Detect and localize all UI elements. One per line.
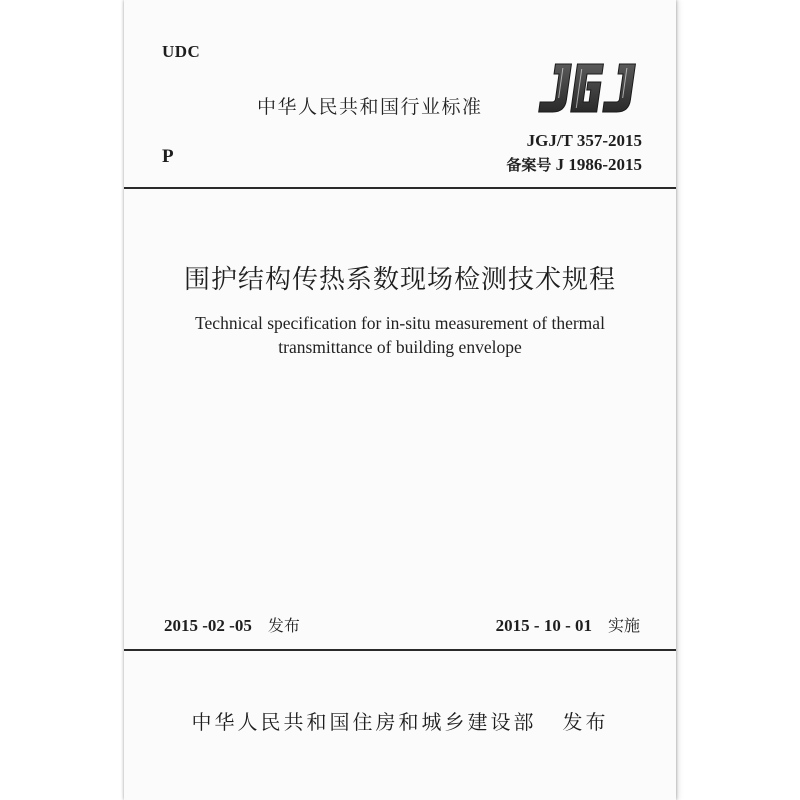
issuer-action: 发布 — [562, 710, 609, 734]
classification-code: P — [162, 146, 174, 167]
record-value: J 1986-2015 — [555, 155, 642, 174]
standard-type: 中华人民共和国行业标准 — [257, 96, 483, 118]
record-number — [506, 154, 642, 175]
issuer-name: 中华人民共和国住房和城乡建设部 — [191, 710, 537, 734]
title-english-line1: Technical specification for in-situ measurement of thermal — [195, 313, 605, 333]
issue-date-line — [164, 613, 300, 636]
divider-bottom — [124, 649, 676, 651]
udc-label: UDC — [162, 42, 201, 61]
issue-label: 发布 — [267, 616, 300, 635]
jgj-logo-icon — [536, 60, 640, 116]
divider-top — [124, 187, 676, 189]
book-cover — [124, 0, 676, 800]
issuer-line — [124, 706, 676, 735]
effective-date-line — [496, 613, 640, 636]
effective-label: 实施 — [607, 616, 640, 635]
record-label: 备案号 — [506, 156, 552, 174]
title-english — [124, 311, 676, 359]
title-english-line2: transmittance of building envelope — [278, 337, 522, 357]
effective-date: 2015 - 10 - 01 — [495, 616, 592, 635]
issue-date: 2015 -02 -05 — [164, 616, 252, 635]
title-chinese: 围护结构传热系数现场检测技术规程 — [183, 265, 616, 295]
standard-number: JGJ/T 357-2015 — [526, 131, 642, 150]
